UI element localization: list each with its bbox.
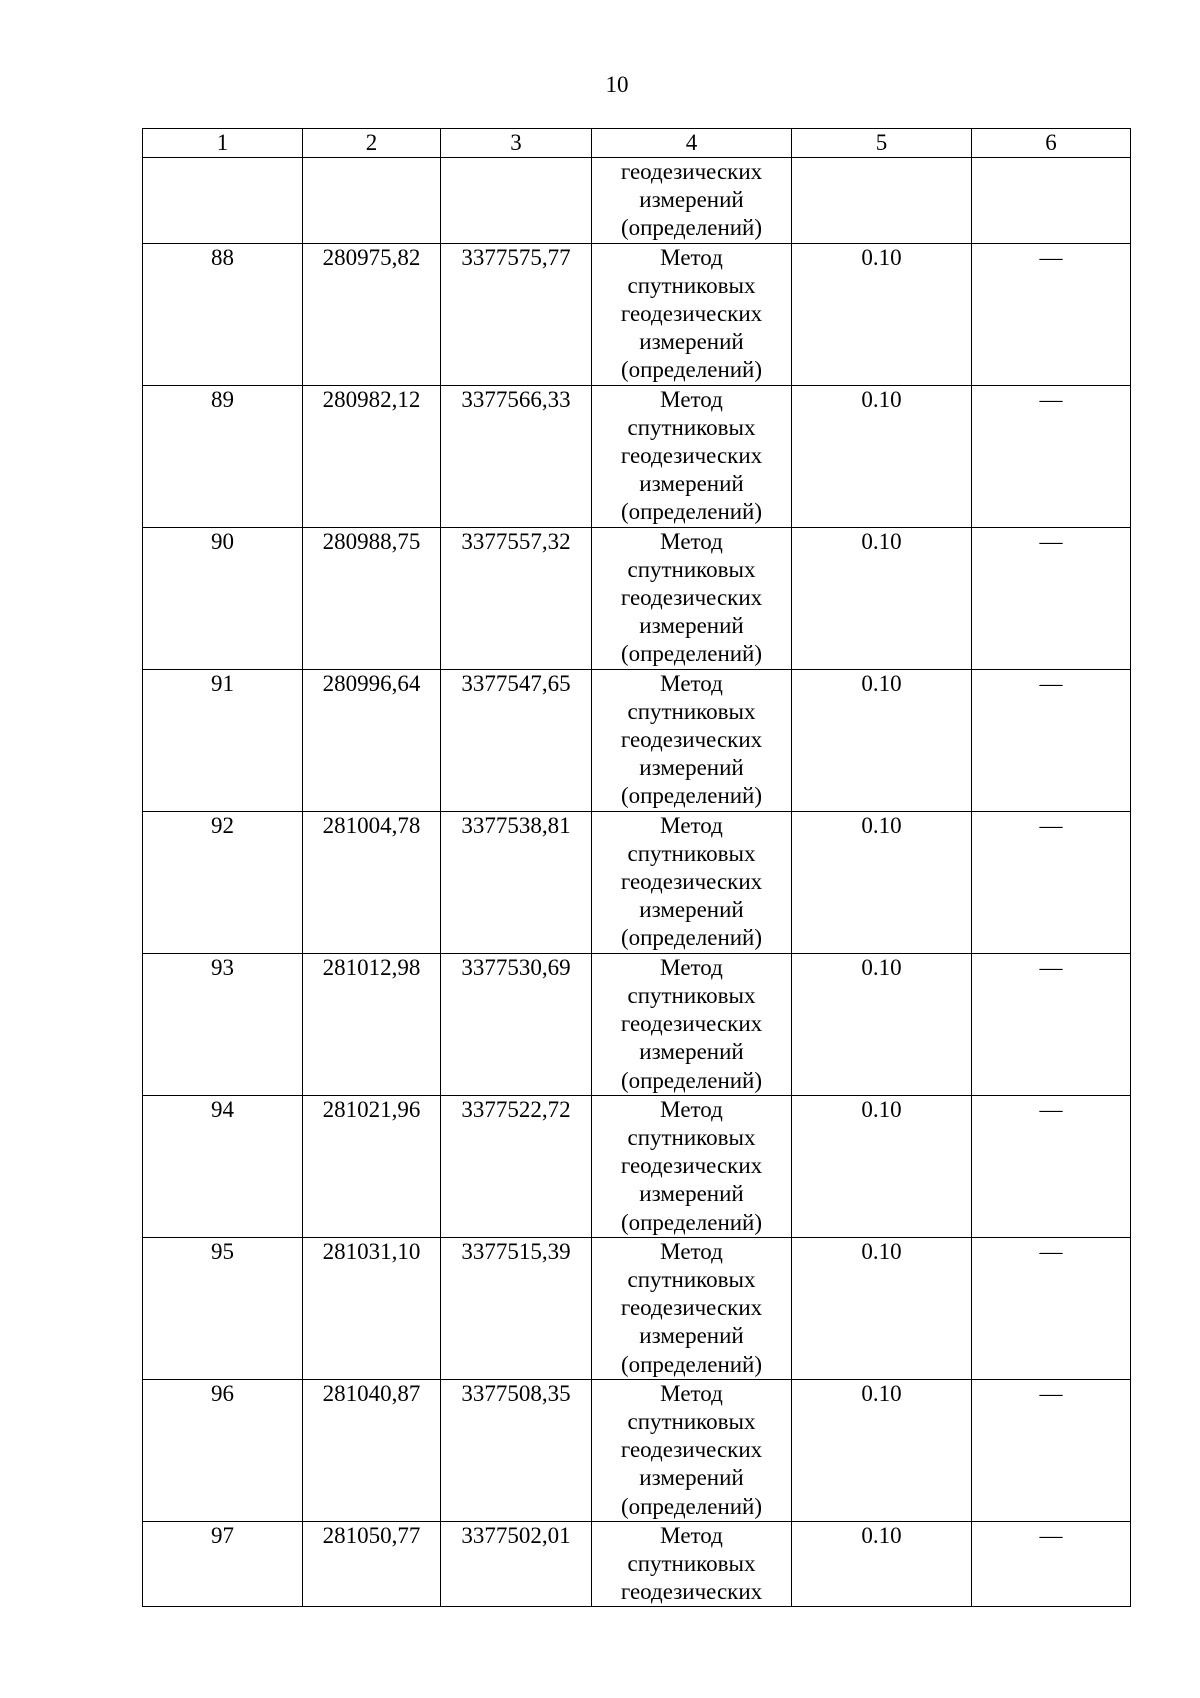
method-line: геодезических: [620, 1153, 763, 1179]
method-line: Метод: [660, 670, 723, 696]
method-line: Метод: [660, 1522, 723, 1548]
point-number-cell: 93: [143, 953, 303, 1095]
method-line: геодезических: [620, 443, 763, 469]
method-line: измерений: [639, 471, 744, 497]
method-line: геодезических: [620, 301, 763, 327]
method-line: геодезических: [620, 1295, 763, 1321]
column-number-6: 6: [972, 129, 1131, 158]
y-coordinate-cell: 3377566,33: [441, 385, 592, 527]
table-row: [143, 1237, 1131, 1379]
method-line: геодезических: [620, 585, 763, 611]
point-cell: [143, 158, 303, 244]
method-line: (определений): [620, 783, 763, 809]
method-line: спутниковых: [627, 840, 756, 866]
method-line: Метод: [660, 1096, 723, 1122]
note-cell: —: [972, 385, 1131, 527]
method-line: спутниковых: [627, 556, 756, 582]
method-line: спутниковых: [627, 272, 756, 298]
note-cell: —: [972, 243, 1131, 385]
x-coordinate-cell: [303, 158, 441, 244]
table-row: [143, 953, 1131, 1095]
method-line: спутниковых: [627, 1266, 756, 1292]
method-line: спутниковых: [627, 414, 756, 440]
method-line: геодезических: [620, 727, 763, 753]
y-coordinate-cell: 3377530,69: [441, 953, 592, 1095]
method-line: измерений: [639, 897, 744, 923]
x-coordinate-cell: 280975,82: [303, 243, 441, 385]
table-row: [143, 1521, 1131, 1607]
method-line: измерений: [639, 329, 744, 355]
x-coordinate-cell: 281012,98: [303, 953, 441, 1095]
coordinates-table: [142, 128, 1131, 1607]
method-cell: [592, 1521, 792, 1607]
method-cell: [592, 527, 792, 669]
method-line: Метод: [660, 954, 723, 980]
method-line: (определений): [620, 357, 763, 383]
note-cell: —: [972, 1095, 1131, 1237]
page-number: 10: [605, 72, 629, 97]
method-line: (определений): [620, 1209, 763, 1235]
method-line: Метод: [660, 244, 723, 270]
x-coordinate-cell: 281040,87: [303, 1379, 441, 1521]
point-number-cell: 88: [143, 243, 303, 385]
point-number-cell: 96: [143, 1379, 303, 1521]
table-body: [143, 129, 1131, 1607]
method-cell: [592, 1095, 792, 1237]
method-line: геодезических: [620, 1437, 763, 1463]
point-number-cell: 92: [143, 811, 303, 953]
x-coordinate-cell: 281050,77: [303, 1521, 441, 1607]
column-number-row: [143, 129, 1131, 158]
accuracy-cell: 0.10: [792, 527, 972, 669]
table-row: [143, 527, 1131, 669]
table-row: [143, 669, 1131, 811]
method-line: (определений): [620, 215, 763, 241]
column-number-5: 5: [792, 129, 972, 158]
note-cell: —: [972, 1379, 1131, 1521]
method-cell: [592, 158, 792, 244]
method-line: геодезических: [620, 159, 763, 184]
method-line: Метод: [660, 1238, 723, 1264]
method-line: измерений: [639, 1465, 744, 1491]
point-number-cell: 91: [143, 669, 303, 811]
column-number-1: 1: [143, 129, 303, 158]
method-line: спутниковых: [627, 1124, 756, 1150]
note-cell: —: [972, 811, 1131, 953]
y-coordinate-cell: 3377547,65: [441, 669, 592, 811]
note-cell: —: [972, 953, 1131, 1095]
x-coordinate-cell: 280996,64: [303, 669, 441, 811]
accuracy-cell: 0.10: [792, 1521, 972, 1607]
method-line: спутниковых: [627, 698, 756, 724]
method-line: Метод: [660, 528, 723, 554]
method-line: (определений): [620, 641, 763, 667]
method-line: Метод: [660, 812, 723, 838]
method-line: геодезических: [620, 869, 763, 895]
point-number-cell: 89: [143, 385, 303, 527]
y-coordinate-cell: 3377538,81: [441, 811, 592, 953]
note-cell: —: [972, 1237, 1131, 1379]
note-cell: [972, 158, 1131, 244]
table-row: [143, 243, 1131, 385]
note-cell: —: [972, 527, 1131, 669]
column-number-4: 4: [592, 129, 792, 158]
table-row: [143, 811, 1131, 953]
continuation-row: [143, 158, 1131, 244]
x-coordinate-cell: 281004,78: [303, 811, 441, 953]
point-number-cell: 95: [143, 1237, 303, 1379]
method-line: (определений): [620, 925, 763, 951]
method-cell: [592, 243, 792, 385]
y-coordinate-cell: 3377522,72: [441, 1095, 592, 1237]
x-coordinate-cell: 281031,10: [303, 1237, 441, 1379]
method-line: (определений): [620, 1493, 763, 1519]
method-line: (определений): [620, 1351, 763, 1377]
accuracy-cell: 0.10: [792, 953, 972, 1095]
note-cell: —: [972, 669, 1131, 811]
table-row: [143, 385, 1131, 527]
table-row: [143, 1095, 1131, 1237]
x-coordinate-cell: 280982,12: [303, 385, 441, 527]
accuracy-cell: 0.10: [792, 243, 972, 385]
method-line: спутниковых: [627, 1550, 756, 1576]
method-cell: [592, 811, 792, 953]
column-number-3: 3: [441, 129, 592, 158]
point-number-cell: 94: [143, 1095, 303, 1237]
method-line: измерений: [639, 1323, 744, 1349]
method-line: Метод: [660, 1380, 723, 1406]
accuracy-cell: 0.10: [792, 1237, 972, 1379]
y-coordinate-cell: 3377557,32: [441, 527, 592, 669]
method-cell: [592, 953, 792, 1095]
accuracy-cell: 0.10: [792, 385, 972, 527]
method-line: измерений: [639, 1039, 744, 1065]
accuracy-cell: 0.10: [792, 1095, 972, 1237]
method-line: (определений): [620, 499, 763, 525]
method-cell: [592, 1379, 792, 1521]
method-line: измерений: [639, 187, 744, 213]
point-number-cell: 90: [143, 527, 303, 669]
method-line: спутниковых: [627, 1408, 756, 1434]
x-coordinate-cell: 281021,96: [303, 1095, 441, 1237]
y-coordinate-cell: 3377502,01: [441, 1521, 592, 1607]
method-line: спутниковых: [627, 982, 756, 1008]
method-line: Метод: [660, 386, 723, 412]
point-number-cell: 97: [143, 1521, 303, 1607]
method-line: (определений): [620, 1067, 763, 1093]
method-cell: [592, 669, 792, 811]
accuracy-cell: [792, 158, 972, 244]
method-line: измерений: [639, 1181, 744, 1207]
accuracy-cell: 0.10: [792, 811, 972, 953]
y-coordinate-cell: 3377508,35: [441, 1379, 592, 1521]
accuracy-cell: 0.10: [792, 1379, 972, 1521]
y-coordinate-cell: 3377515,39: [441, 1237, 592, 1379]
table-row: [143, 1379, 1131, 1521]
column-number-2: 2: [303, 129, 441, 158]
method-line: измерений: [639, 613, 744, 639]
method-cell: [592, 1237, 792, 1379]
method-line: измерений: [639, 755, 744, 781]
note-cell: —: [972, 1521, 1131, 1607]
y-coordinate-cell: 3377575,77: [441, 243, 592, 385]
method-line: геодезических: [620, 1579, 763, 1605]
accuracy-cell: 0.10: [792, 669, 972, 811]
method-line: геодезических: [620, 1011, 763, 1037]
method-cell: [592, 385, 792, 527]
y-coordinate-cell: [441, 158, 592, 244]
x-coordinate-cell: 280988,75: [303, 527, 441, 669]
